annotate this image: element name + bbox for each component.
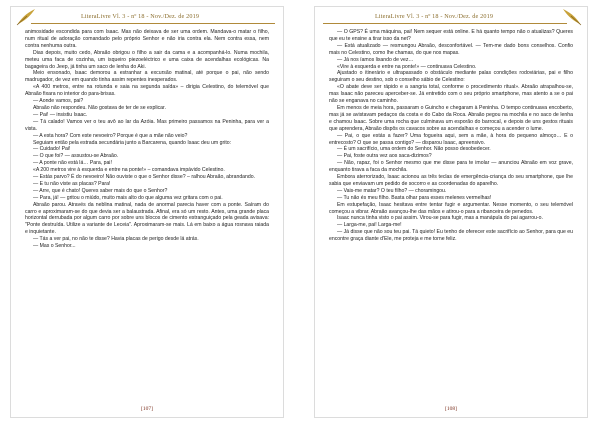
page-header <box>315 7 587 29</box>
paragraph: — Tás a ver pai, no não te disse? Havia placas de perigo desde lá atrás. <box>33 236 199 243</box>
right-page-body <box>329 29 573 243</box>
paragraph: Abraão não respondeu. Não gostava de ter de se explicar. <box>33 104 166 111</box>
quill-icon <box>561 7 583 27</box>
paragraph: Abraão parou. Através da neblina matinal, nada de anormal parecia haver com a ponte. Saíram do carro e aproximaram-se do que devia ser a balaustrada. Afinal, era só um resto. Antes, uma grande placa horizontal derrubada por algum carro por sobre uns blocos de cimento estranguiçado pela geada avisava: "Ponte destruída. Utilize a variante de Leceia". Aproximaram-se mais. Lá em baixo a água rosnava raiada e inquietante. <box>25 201 269 236</box>
paragraph: Embora aterrorizado, Isaac acionou as três teclas de emergência-criança do seu smartphone, que lhe sabia que enviavam um pedido de socorro e as coordenadas do aparelho. <box>329 174 573 187</box>
quill-icon <box>15 7 37 27</box>
left-page-body <box>25 29 269 250</box>
paragraph: animosidade escondida para com Isaac. Mas não deixava de ser uma ordem. Mandava-o matar o filho, num ritual de adoração comandado pelo próprio Senhor e não iria contra ela. Nem contra essa, nem contra nenhuma outra. <box>25 29 269 49</box>
paragraph: — É um sacrifício, uma ordem do Senhor. Não posso desobedecer. <box>337 146 491 153</box>
paragraph: «Vire à esquerda e entre na ponte!» — continuava Celestino. <box>337 63 477 70</box>
paragraph: Em menos de meia hora, passaram o Guincho e chegaram à Peninha. O tempo continuava encoberto, mas já se avistavam pedaços da costa e do Cabo da Roca. Abraão pegou na mochila e no saco de lenha e chamou Isaac. Sobre uma rocha que culminava um esporão do barrocal, e depois de uns gestos rituais que aprendera, Abraão dispôs os cavacos sobre as acendalhas e começou a acender o lume. <box>329 104 573 132</box>
paragraph: «A 200 metros vire à esquerda e entre na ponte!» – comandava impávido Celestino. <box>33 167 225 174</box>
page-header <box>11 7 283 29</box>
paragraph: Ajustado o itinerário e ultrapassado o obstáculo mediante palas condições rodoviárias, pai e filho seguiram o seu destino, sob o conselho sábio de Celestino: <box>329 70 573 84</box>
paragraph: — Estás parvo? É do nevoeiro! Não ouviste o que o Senhor disse? – ralhou Abraão, abrandando. <box>33 174 256 181</box>
paragraph: — O GPS? É uma máquina, pai! Nem sequer está online. E há quanto tempo não o atualizas? Queres que eu te ensine a tirar isso da net? <box>329 29 573 42</box>
paragraph: «O abate deve ser rápido e a sangria total, conforme o procedimento ritual». Abraão atrapalhou-se, mas Isaac não pareceu aperceber-se. Já entretido com o seu próprio smartphone, mas atento a se o pai não se enganava no caminho. <box>329 84 573 105</box>
paragraph: — Tu não és meu filho. Basta olhar para esses melenes vermelhas! <box>337 194 492 201</box>
paragraph: Seguiam então pela estrada secundária junto a Barcarena, quando Isaac deu um grito: <box>33 139 232 146</box>
paragraph: — Já disse que não sou teu pai. Tá quieto! Eu tenho de oferecer este sacrifício ao Senhor, para que eu encontre graça diante d'Ele, me proteja e me torne feliz. <box>329 229 573 243</box>
paragraph: — A esta hora? Com este nevoeiro? Porque é que a mãe não veio? <box>33 132 188 139</box>
paragraph: — Larga-me, pai! Larga-me! <box>337 222 402 229</box>
right-page <box>314 6 588 418</box>
page-number: [108] <box>445 406 457 412</box>
paragraph: — Já nos íamos lixando de vez… <box>337 56 414 63</box>
paragraph: — Arre, que é chato! Queres saber mais do que o Senhor? <box>33 187 168 194</box>
paragraph: — Pai, foste outra vez aos saca-dizimos? <box>337 153 432 160</box>
paragraph: — Cuidado! Pai! <box>33 146 71 153</box>
paragraph: — O que foi? — assustou-se Abraão. <box>33 153 119 160</box>
paragraph: Meio ensonado, Isaac demorou a estranhar a excursão matinal, até porque o pai, não sendo madrugador, de vez em quando tinha assim repentes inesperados. <box>25 70 269 84</box>
paragraph: — E tu não viste as placas? Para! <box>33 180 111 187</box>
left-page <box>10 6 284 418</box>
paragraph: — Para, já! — gritou o miúdo, muito mais alto do que alguma vez gritara com o pai. <box>33 194 223 201</box>
header-title: LiteraLivre Vl. 3 - nº 18 - Nov./Dez. de 2019 <box>81 13 200 20</box>
paragraph: — Aonde vamos, pai? <box>33 98 84 105</box>
paragraph: — Pai! — insistiu Isaac. <box>33 111 88 118</box>
paragraph: — Tá calado! Vamos ver o teu avô ao lar da Azóia. Mas primeiro passamos na Peninha, para ver a vista. <box>25 118 269 132</box>
header-rule <box>323 23 567 24</box>
paragraph: Isaac nunca tinha visto o pai assim. Virou-se para fugir, mas a manápula do pai agarrou-o. <box>337 215 543 222</box>
paragraph: «A 400 metros, entre na rotunda e saia na segunda saída» – dirigia Celestino, do telemóvel que Abraão fixara no interior do para-brisas. <box>25 84 269 98</box>
page-number: [107] <box>141 406 153 412</box>
paragraph: — A ponte não está lá… Para, pai! <box>33 160 112 167</box>
paragraph: — Vais-me matar? O teu filho? — choramingou. <box>337 187 447 194</box>
paragraph: — Pai, o que estás a fazer? Uma fogueira aqui, sem a mãe, à hora do pequeno almoço… E o entrecosto? O que se passa contigo? — disparou Isaac, apreensivo. <box>329 132 573 146</box>
paragraph: Em estupefação, Isaac hesitava entre tentar fugir e argumentar. Nesse momento, o seu telemóvel começou a vibrar. Abraão avançou-lhe das mãos e atirou-o para a ribanceira de penedos. <box>329 201 573 215</box>
paragraph: — Está atualizado — resmungou Abraão, desconfortável. — Tem-me dado bons conselhos. Confio mais no Celestino, como lhe chamas, do que nos mapas. <box>329 42 573 56</box>
paragraph: — Mas o Senhor... <box>33 243 76 250</box>
header-title: LiteraLivre Vl. 3 - nº 18 - Nov./Dez. de 2019 <box>375 13 494 20</box>
paragraph: Dias depois, muito cedo, Abraão obrigou o filho a sair da cama e a acompanhá-lo. Numa mochila, meteu uma faca de cozinha, um isqueiro piezoeléctrico e uma caixa de acendalhas ecológicas. Na bagageira do Jeep, já tinha um saco de lenha do Aki. <box>25 49 269 70</box>
header-rule <box>31 23 275 24</box>
paragraph: — Não, rapaz, foi o Senhor mesmo que me disse para te imolar — anunciou Abraão em voz grave, enquanto tirava a faca da mochila. <box>329 160 573 174</box>
